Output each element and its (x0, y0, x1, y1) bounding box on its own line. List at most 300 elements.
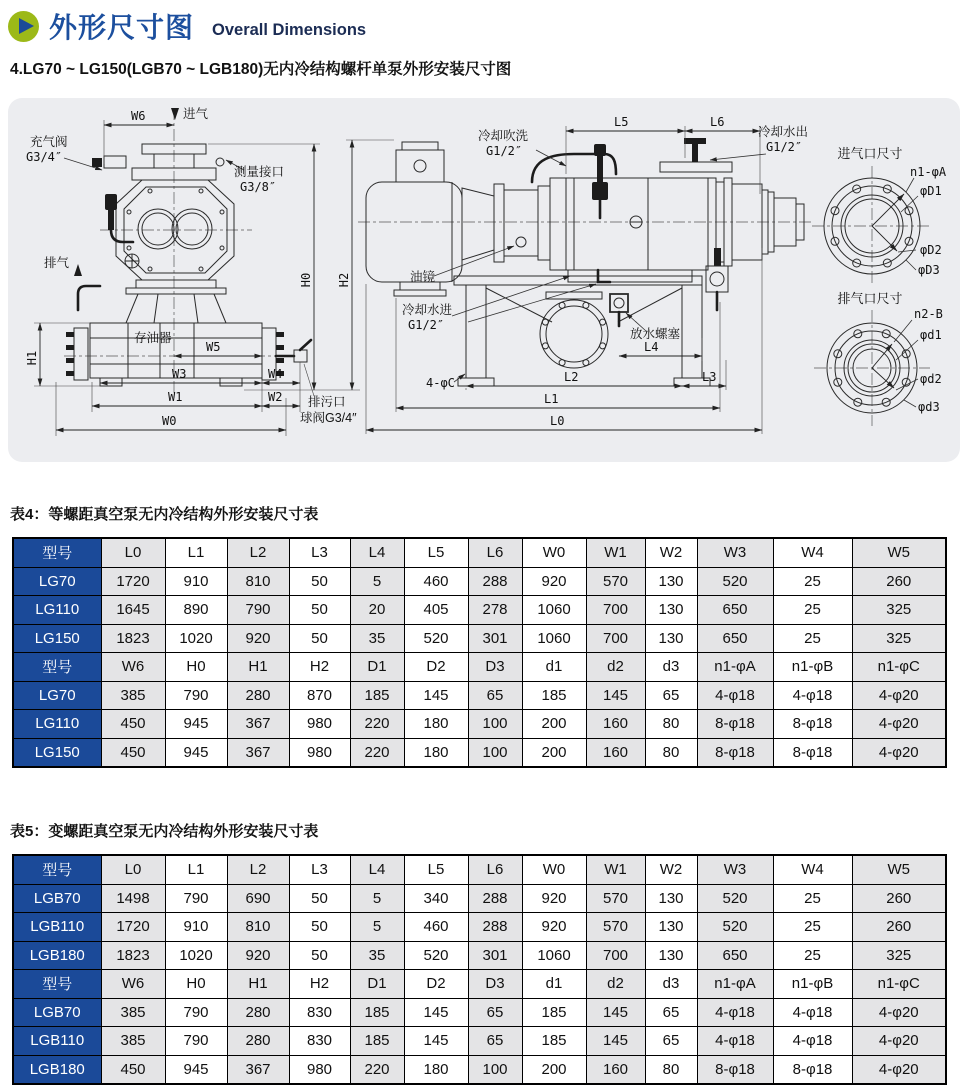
value-cell: 35 (350, 941, 404, 970)
dim-label-l6: L6 (710, 115, 725, 129)
value-cell: 160 (586, 738, 645, 767)
exhaust-port-title: 排气口尺寸 (837, 291, 903, 306)
inlet-dia2-label: φD2 (920, 243, 942, 257)
value-cell: 80 (645, 1055, 697, 1084)
value-cell: 8-φ18 (773, 710, 852, 739)
value-cell: 1020 (165, 941, 227, 970)
dim-label-l0: L0 (550, 414, 565, 428)
inlet-dia3-label: φD3 (918, 263, 940, 277)
value-cell: 145 (586, 681, 645, 710)
exhaust-flange-view (814, 291, 943, 426)
model-cell: LGB70 (13, 998, 101, 1027)
table-data-row (13, 710, 946, 739)
model-cell: LGB110 (13, 913, 101, 942)
value-cell: 260 (852, 567, 946, 596)
dim-header-cell: n1-φB (773, 653, 852, 682)
value-cell: 50 (289, 567, 350, 596)
dim-header-cell: H1 (227, 653, 289, 682)
dim-header-cell: D2 (404, 653, 468, 682)
value-cell: 1645 (101, 596, 165, 625)
value-cell: 790 (165, 998, 227, 1027)
inlet-dia1-label: φD1 (920, 184, 942, 198)
dim-label-l2: L2 (564, 370, 579, 384)
value-cell: 65 (645, 1027, 697, 1056)
model-cell: LG110 (13, 596, 101, 625)
value-cell: 520 (697, 884, 773, 913)
value-cell: 1060 (522, 624, 586, 653)
value-cell: 830 (289, 1027, 350, 1056)
value-cell: 145 (404, 998, 468, 1027)
value-cell: 4-φ20 (852, 1055, 946, 1084)
value-cell: 945 (165, 710, 227, 739)
value-cell: 65 (645, 998, 697, 1027)
value-cell: 325 (852, 941, 946, 970)
side-view (358, 115, 814, 434)
table-data-row (13, 596, 946, 625)
exhaust-dia3-label: φd3 (918, 400, 940, 414)
dim-header-cell: D3 (468, 970, 522, 999)
dim-header-cell: W5 (852, 538, 946, 567)
value-cell: 25 (773, 884, 852, 913)
value-cell: 185 (350, 1027, 404, 1056)
value-cell: 570 (586, 567, 645, 596)
value-cell: 570 (586, 913, 645, 942)
dim-header-cell: L1 (165, 538, 227, 567)
value-cell: 65 (468, 998, 522, 1027)
dim-header-cell: D3 (468, 653, 522, 682)
value-cell: 130 (645, 624, 697, 653)
value-cell: 130 (645, 596, 697, 625)
value-cell: 280 (227, 681, 289, 710)
dim-header-cell: L6 (468, 538, 522, 567)
value-cell: 385 (101, 998, 165, 1027)
value-cell: 1720 (101, 567, 165, 596)
dim-header-cell: L0 (101, 538, 165, 567)
value-cell: 790 (165, 1027, 227, 1056)
value-cell: 288 (468, 913, 522, 942)
dim-label-h1: H1 (25, 350, 39, 366)
measure-port-size: G3/8″ (240, 180, 277, 194)
value-cell: 4-φ18 (773, 1027, 852, 1056)
dim-header-cell: W1 (586, 855, 645, 884)
value-cell: 810 (227, 567, 289, 596)
value-cell: 790 (227, 596, 289, 625)
value-cell: 920 (522, 913, 586, 942)
value-cell: 650 (697, 596, 773, 625)
value-cell: 4-φ20 (852, 1027, 946, 1056)
dim-label-w5: W5 (206, 340, 221, 354)
dim-label-l5: L5 (614, 115, 629, 129)
value-cell: 260 (852, 884, 946, 913)
value-cell: 4-φ18 (697, 681, 773, 710)
dim-header-cell: n1-φB (773, 970, 852, 999)
value-cell: 145 (404, 1027, 468, 1056)
table-data-row (13, 1027, 946, 1056)
dim-header-cell: d2 (586, 653, 645, 682)
oil-reservoir-label: 存油器 (134, 331, 172, 345)
dim-header-cell: L3 (289, 538, 350, 567)
value-cell: 570 (586, 884, 645, 913)
value-cell: 50 (289, 941, 350, 970)
value-cell: 790 (165, 884, 227, 913)
dim-header-cell: n1-φA (697, 653, 773, 682)
value-cell: 200 (522, 1055, 586, 1084)
value-cell: 700 (586, 624, 645, 653)
value-cell: 8-φ18 (773, 1055, 852, 1084)
value-cell: 160 (586, 710, 645, 739)
value-cell: 700 (586, 596, 645, 625)
value-cell: 650 (697, 941, 773, 970)
value-cell: 145 (404, 681, 468, 710)
value-cell: 325 (852, 596, 946, 625)
value-cell: 4-φ18 (697, 998, 773, 1027)
value-cell: 220 (350, 738, 404, 767)
value-cell: 460 (404, 913, 468, 942)
value-cell: 520 (404, 624, 468, 653)
value-cell: 220 (350, 1055, 404, 1084)
exhaust-label: 排气 (44, 256, 70, 270)
dim-header-cell: H0 (165, 970, 227, 999)
value-cell: 367 (227, 1055, 289, 1084)
dim-label-h0: H0 (299, 272, 313, 288)
value-cell: 288 (468, 567, 522, 596)
value-cell: 185 (522, 1027, 586, 1056)
value-cell: 1823 (101, 624, 165, 653)
value-cell: 450 (101, 710, 165, 739)
dim-header-cell: L2 (227, 855, 289, 884)
value-cell: 980 (289, 738, 350, 767)
dim-header-cell: L4 (350, 855, 404, 884)
value-cell: 200 (522, 738, 586, 767)
table-data-row (13, 998, 946, 1027)
dim-label-w0: W0 (162, 414, 177, 428)
value-cell: 450 (101, 738, 165, 767)
cooling-in-label: 冷却水进 (402, 303, 453, 317)
page-header (8, 6, 366, 46)
value-cell: 460 (404, 567, 468, 596)
table-data-row (13, 738, 946, 767)
measure-port-label: 测量接口 (234, 165, 285, 179)
value-cell: 280 (227, 1027, 289, 1056)
value-cell: 1720 (101, 913, 165, 942)
value-cell: 20 (350, 596, 404, 625)
table4-caption: 表4：等螺距真空泵无内冷结构外形安装尺寸表 (10, 506, 319, 523)
value-cell: 220 (350, 710, 404, 739)
value-cell: 145 (586, 998, 645, 1027)
value-cell: 980 (289, 710, 350, 739)
dim-header-cell: W6 (101, 970, 165, 999)
cooling-purge-size: G1/2″ (486, 144, 523, 158)
value-cell: 185 (522, 998, 586, 1027)
bolt-hole-label: 4-φC (426, 376, 455, 390)
dim-header-cell: W5 (852, 855, 946, 884)
dim-header-cell: D1 (350, 970, 404, 999)
value-cell: 8-φ18 (697, 710, 773, 739)
dim-header-cell: W0 (522, 538, 586, 567)
value-cell: 50 (289, 624, 350, 653)
dim-header-cell: L3 (289, 855, 350, 884)
value-cell: 100 (468, 1055, 522, 1084)
value-cell: 4-φ20 (852, 998, 946, 1027)
value-cell: 301 (468, 624, 522, 653)
value-cell: 450 (101, 1055, 165, 1084)
value-cell: 180 (404, 710, 468, 739)
value-cell: 520 (697, 913, 773, 942)
value-cell: 130 (645, 884, 697, 913)
value-cell: 325 (852, 624, 946, 653)
value-cell: 50 (289, 596, 350, 625)
dim-header-cell: L4 (350, 538, 404, 567)
model-cell: LG70 (13, 681, 101, 710)
dim-header-cell: H1 (227, 970, 289, 999)
value-cell: 1060 (522, 596, 586, 625)
value-cell: 920 (227, 624, 289, 653)
page-title: 外形尺寸图 (49, 12, 195, 43)
value-cell: 25 (773, 624, 852, 653)
table-data-row (13, 884, 946, 913)
value-cell: 8-φ18 (697, 738, 773, 767)
value-cell: 1823 (101, 941, 165, 970)
value-cell: 130 (645, 567, 697, 596)
table-data-row (13, 913, 946, 942)
dim-header-cell: n1-φC (852, 653, 946, 682)
value-cell: 145 (586, 1027, 645, 1056)
value-cell: 35 (350, 624, 404, 653)
dim-header-cell: W1 (586, 538, 645, 567)
charge-valve-label: 充气阀 (30, 135, 68, 149)
inlet-port-title: 进气口尺寸 (837, 146, 903, 161)
model-cell: LGB70 (13, 884, 101, 913)
value-cell: 4-φ18 (773, 681, 852, 710)
value-cell: 4-φ18 (697, 1027, 773, 1056)
value-cell: 340 (404, 884, 468, 913)
dim-label-w2: W2 (268, 390, 283, 404)
dimension-drawing (8, 98, 960, 462)
dim-label-w3: W3 (172, 367, 187, 381)
model-cell: LG150 (13, 624, 101, 653)
value-cell: 367 (227, 710, 289, 739)
value-cell: 180 (404, 1055, 468, 1084)
value-cell: 945 (165, 738, 227, 767)
model-header-cell: 型号 (13, 970, 101, 999)
value-cell: 80 (645, 738, 697, 767)
value-cell: 870 (289, 681, 350, 710)
value-cell: 185 (522, 681, 586, 710)
dim-label-w6: W6 (131, 109, 146, 123)
table-data-row (13, 681, 946, 710)
value-cell: 1498 (101, 884, 165, 913)
table-data-row (13, 941, 946, 970)
value-cell: 280 (227, 998, 289, 1027)
dim-header-cell: W4 (773, 538, 852, 567)
charge-valve-size: G3/4″ (26, 150, 63, 164)
dim-header-cell: D2 (404, 970, 468, 999)
dim-header-cell: d1 (522, 970, 586, 999)
dim-header-cell: W3 (697, 538, 773, 567)
value-cell: 920 (522, 567, 586, 596)
value-cell: 385 (101, 681, 165, 710)
dim-header-cell: L2 (227, 538, 289, 567)
inlet-flange-view (812, 146, 947, 286)
dim-header-cell: H2 (289, 970, 350, 999)
dim-header-cell: L0 (101, 855, 165, 884)
model-cell: LGB110 (13, 1027, 101, 1056)
value-cell: 980 (289, 1055, 350, 1084)
front-view (25, 106, 394, 436)
drain-port-label: 排污口 (308, 395, 346, 409)
dimension-drawing-panel (8, 98, 960, 462)
value-cell: 200 (522, 710, 586, 739)
dim-header-cell: L5 (404, 855, 468, 884)
value-cell: 1060 (522, 941, 586, 970)
value-cell: 301 (468, 941, 522, 970)
value-cell: 100 (468, 710, 522, 739)
page-title-en: Overall Dimensions (212, 20, 367, 39)
model-cell: LG70 (13, 567, 101, 596)
value-cell: 8-φ18 (773, 738, 852, 767)
value-cell: 690 (227, 884, 289, 913)
value-cell: 25 (773, 596, 852, 625)
dim-header-cell: d3 (645, 653, 697, 682)
value-cell: 5 (350, 913, 404, 942)
oil-sight-label: 油镜 (410, 270, 436, 284)
drawing-section-title: 4.LG70 ~ LG150(LGB70 ~ LGB180)无内冷结构螺杆单泵外形安装尺寸图 (10, 61, 512, 78)
value-cell: 385 (101, 1027, 165, 1056)
value-cell: 1020 (165, 624, 227, 653)
dim-header-cell: W2 (645, 538, 697, 567)
exhaust-dia2-label: φd2 (920, 372, 942, 386)
value-cell: 50 (289, 913, 350, 942)
dim-header-cell: D1 (350, 653, 404, 682)
dim-label-l1: L1 (544, 392, 559, 406)
value-cell: 160 (586, 1055, 645, 1084)
table-header-row (13, 653, 946, 682)
value-cell: 100 (468, 738, 522, 767)
value-cell: 650 (697, 624, 773, 653)
cooling-purge-label: 冷却吹洗 (478, 129, 529, 143)
model-cell: LG150 (13, 738, 101, 767)
dim-header-cell: n1-φA (697, 970, 773, 999)
dim-label-l4: L4 (644, 340, 659, 354)
value-cell: 910 (165, 913, 227, 942)
dim-label-w4: W4 (268, 367, 283, 381)
value-cell: 80 (645, 710, 697, 739)
value-cell: 185 (350, 681, 404, 710)
value-cell: 65 (645, 681, 697, 710)
dim-label-l3: L3 (702, 370, 717, 384)
value-cell: 790 (165, 681, 227, 710)
dim-header-cell: W4 (773, 855, 852, 884)
inlet-label: 进气 (183, 107, 209, 121)
dim-header-cell: n1-φC (852, 970, 946, 999)
value-cell: 405 (404, 596, 468, 625)
value-cell: 50 (289, 884, 350, 913)
value-cell: 288 (468, 884, 522, 913)
dim-header-cell: L5 (404, 538, 468, 567)
value-cell: 65 (468, 1027, 522, 1056)
dim-header-cell: H0 (165, 653, 227, 682)
dim-header-cell: W2 (645, 855, 697, 884)
cooling-in-size: G1/2″ (408, 318, 445, 332)
value-cell: 5 (350, 884, 404, 913)
value-cell: 4-φ20 (852, 681, 946, 710)
value-cell: 520 (697, 567, 773, 596)
dim-header-cell: d2 (586, 970, 645, 999)
dim-label-h2: H2 (337, 272, 351, 288)
value-cell: 65 (468, 681, 522, 710)
drain-valve-label: 球阀G3/4″ (300, 411, 357, 425)
table-data-row (13, 1055, 946, 1084)
dim-header-cell: L1 (165, 855, 227, 884)
value-cell: 520 (404, 941, 468, 970)
value-cell: 945 (165, 1055, 227, 1084)
value-cell: 278 (468, 596, 522, 625)
table-data-row (13, 624, 946, 653)
cooling-out-size: G1/2″ (766, 140, 803, 154)
dim-header-cell: H2 (289, 653, 350, 682)
drain-plug-label: 放水螺塞 (630, 327, 681, 341)
value-cell: 8-φ18 (697, 1055, 773, 1084)
value-cell: 25 (773, 913, 852, 942)
value-cell: 5 (350, 567, 404, 596)
value-cell: 185 (350, 998, 404, 1027)
value-cell: 130 (645, 913, 697, 942)
dim-header-cell: W3 (697, 855, 773, 884)
table-data-row (13, 567, 946, 596)
value-cell: 920 (227, 941, 289, 970)
dim-header-cell: d3 (645, 970, 697, 999)
value-cell: 4-φ18 (773, 998, 852, 1027)
model-header-cell: 型号 (13, 653, 101, 682)
dim-header-cell: L6 (468, 855, 522, 884)
value-cell: 4-φ20 (852, 738, 946, 767)
model-cell: LG110 (13, 710, 101, 739)
value-cell: 25 (773, 941, 852, 970)
value-cell: 700 (586, 941, 645, 970)
dim-header-cell: d1 (522, 653, 586, 682)
value-cell: 4-φ20 (852, 710, 946, 739)
value-cell: 180 (404, 738, 468, 767)
exhaust-dia1-label: φd1 (920, 328, 942, 342)
value-cell: 810 (227, 913, 289, 942)
value-cell: 890 (165, 596, 227, 625)
table-header-row (13, 970, 946, 999)
value-cell: 910 (165, 567, 227, 596)
table-header-row (13, 855, 946, 884)
model-cell: LGB180 (13, 1055, 101, 1084)
table5-caption: 表5：变螺距真空泵无内冷结构外形安装尺寸表 (10, 823, 319, 840)
table-variable-pitch-dimensions (12, 854, 947, 1085)
table-equal-pitch-dimensions (12, 537, 947, 768)
value-cell: 130 (645, 941, 697, 970)
value-cell: 260 (852, 913, 946, 942)
value-cell: 25 (773, 567, 852, 596)
value-cell: 830 (289, 998, 350, 1027)
dim-header-cell: W0 (522, 855, 586, 884)
model-header-cell: 型号 (13, 538, 101, 567)
table-header-row (13, 538, 946, 567)
dim-label-w1: W1 (168, 390, 183, 404)
value-cell: 920 (522, 884, 586, 913)
exhaust-bolt-label: n2-B (914, 307, 943, 321)
cooling-out-label: 冷却水出 (758, 125, 809, 139)
dim-header-cell: W6 (101, 653, 165, 682)
model-cell: LGB180 (13, 941, 101, 970)
section-marker-icon (8, 11, 39, 42)
inlet-bolt-label: n1-φA (910, 165, 947, 179)
value-cell: 367 (227, 738, 289, 767)
model-header-cell: 型号 (13, 855, 101, 884)
